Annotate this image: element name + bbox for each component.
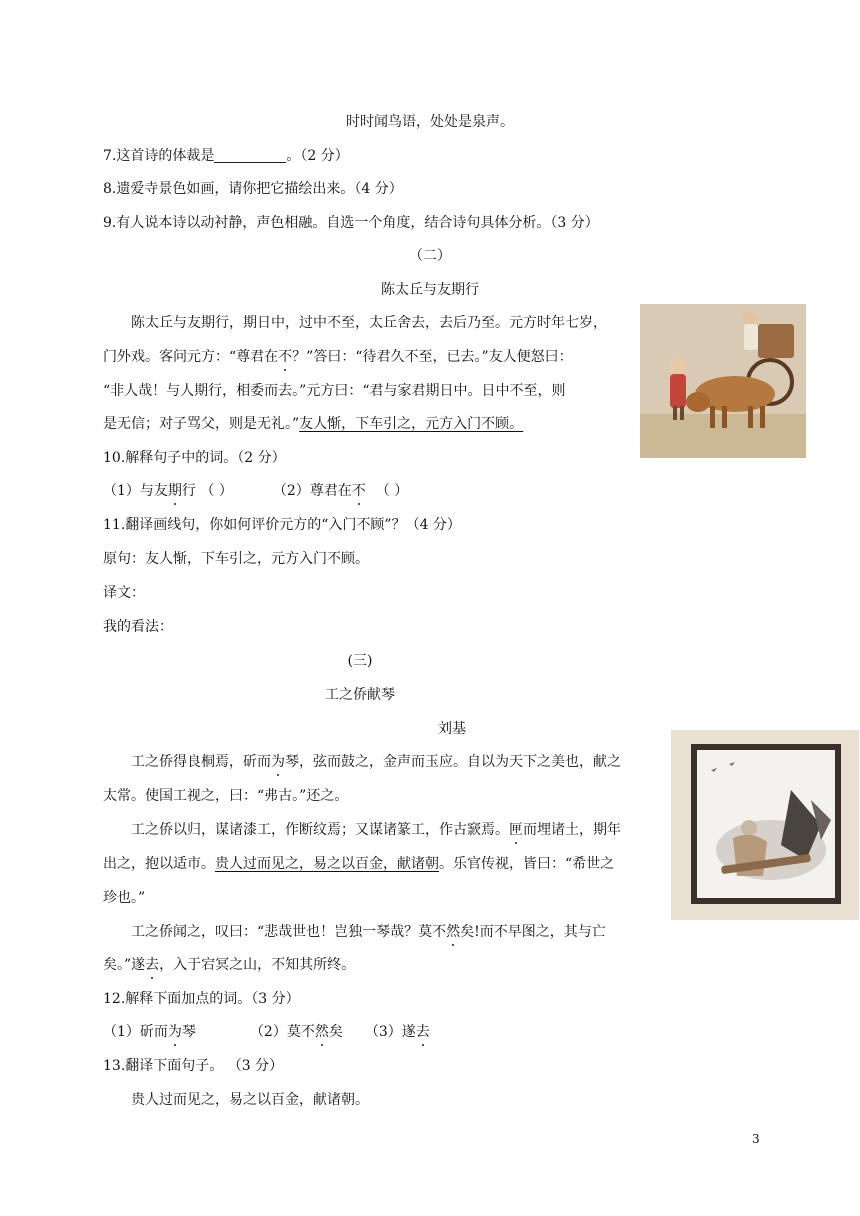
dotted-char: 为 [271,754,285,770]
dotted-char: 不 [351,483,366,499]
dotted-char: 匣 [509,822,523,838]
passage-3-line-3: 工之侨以归，谋诸漆工，作断纹焉；又谋诸篆工，作古窾焉。匣而埋诸土，期年 [131,822,621,838]
question-8: 8.遗爱寺景色如画，请你把它描绘出来。（4 分） [103,181,403,197]
poem-line: 时时闻鸟语，处处是泉声。 [346,114,514,130]
opinion-prompt: 我的看法： [103,619,173,635]
question-13: 13.翻译下面句子。 （3 分） [103,1058,284,1074]
section-2-label: （二） [409,248,451,264]
passage-3-line-5: 珍也。” [103,890,146,906]
section-3-label: (三) [347,653,373,669]
dotted-char: 为 [167,1024,182,1040]
dotted-char: 然 [446,924,461,940]
passage-3-line-7: 矣。”遂去，入于宕冥之山，不知其所终。 [103,957,356,973]
dotted-char: 去 [415,1024,430,1040]
dotted-char: 去 [145,957,160,973]
section-3-author: 刘基 [438,721,466,737]
question-7: 7.这首诗的体裁是 。（2 分） [103,148,349,164]
passage-2-line-1: 陈太丘与友期行，期日中，过中不至，太丘舍去，去后乃至。元方时年七岁， [131,315,607,331]
answer-blank[interactable] [214,148,286,163]
passage-2-line-3: “非人哉！与人期行，相委而去。”元方曰：“君与家君期日中。日中不至，则 [103,383,566,399]
passage-3-line-6: 工之侨闻之，叹曰：“悲哉世也！岂独一琴哉？莫不然矣!而不早图之，其与亡 [131,924,606,940]
original-sentence: 原句：友人惭，下车引之，元方入门不顾。 [103,551,369,567]
dotted-char: 不 [278,349,293,365]
question-10-items: （1）与友期行 （ ） （2）尊君在不 （ ） [103,483,409,499]
section-2-title: 陈太丘与友期行 [381,282,479,298]
dotted-char: 然 [314,1024,329,1040]
dotted-char: 期 [167,483,182,499]
question-9: 9.有人说本诗以动衬静，声色相融。自选一个角度，结合诗句具体分析。（3 分） [103,215,599,231]
page-number: 3 [752,1132,760,1146]
question-13-sentence: 贵人过而见之，易之以百金，献诸朝。 [131,1092,369,1108]
section-3-title: 工之侨献琴 [325,687,395,703]
translation-prompt: 译文： [103,585,145,601]
question-12: 12.解释下面加点的词。（3 分） [103,991,300,1007]
passage-2-line-4: 是无信；对子骂父，则是无礼。”友人惭，下车引之，元方入门不顾。 [103,416,524,432]
question-10: 10.解释句子中的词。（2 分） [103,450,286,466]
underlined-sentence: 友人惭，下车引之，元方入门不顾。 [299,416,524,432]
zither-illustration [671,730,859,920]
question-12-items: （1）斫而为琴 （2）莫不然矣 （3）遂去 [103,1024,430,1040]
passage-3-line-1: 工之侨得良桐焉，斫而为琴，弦而鼓之，金声而玉应。自以为天下之美也，献之 [131,754,621,770]
underlined-sentence: 贵人过而见之，易之以百金，献诸朝 [215,856,439,872]
scroll-painting-icon [671,730,859,920]
passage-3-line-4: 出之，抱以适市。贵人过而见之，易之以百金，献诸朝。乐官传视，皆曰：“希世之 [103,856,615,872]
chen-taiqiu-illustration [640,304,806,458]
ox-cart-painting-icon [640,304,806,458]
passage-2-line-2: 门外戏。客问元方：“尊君在不？”答曰：“待君久不至，已去。”友人便怒曰： [103,349,573,365]
passage-3-line-2: 太常。使国工视之，曰：“弗古。”还之。 [103,788,349,804]
question-11: 11.翻译画线句，你如何评价元方的“入门不顾”？（4 分） [103,517,461,533]
